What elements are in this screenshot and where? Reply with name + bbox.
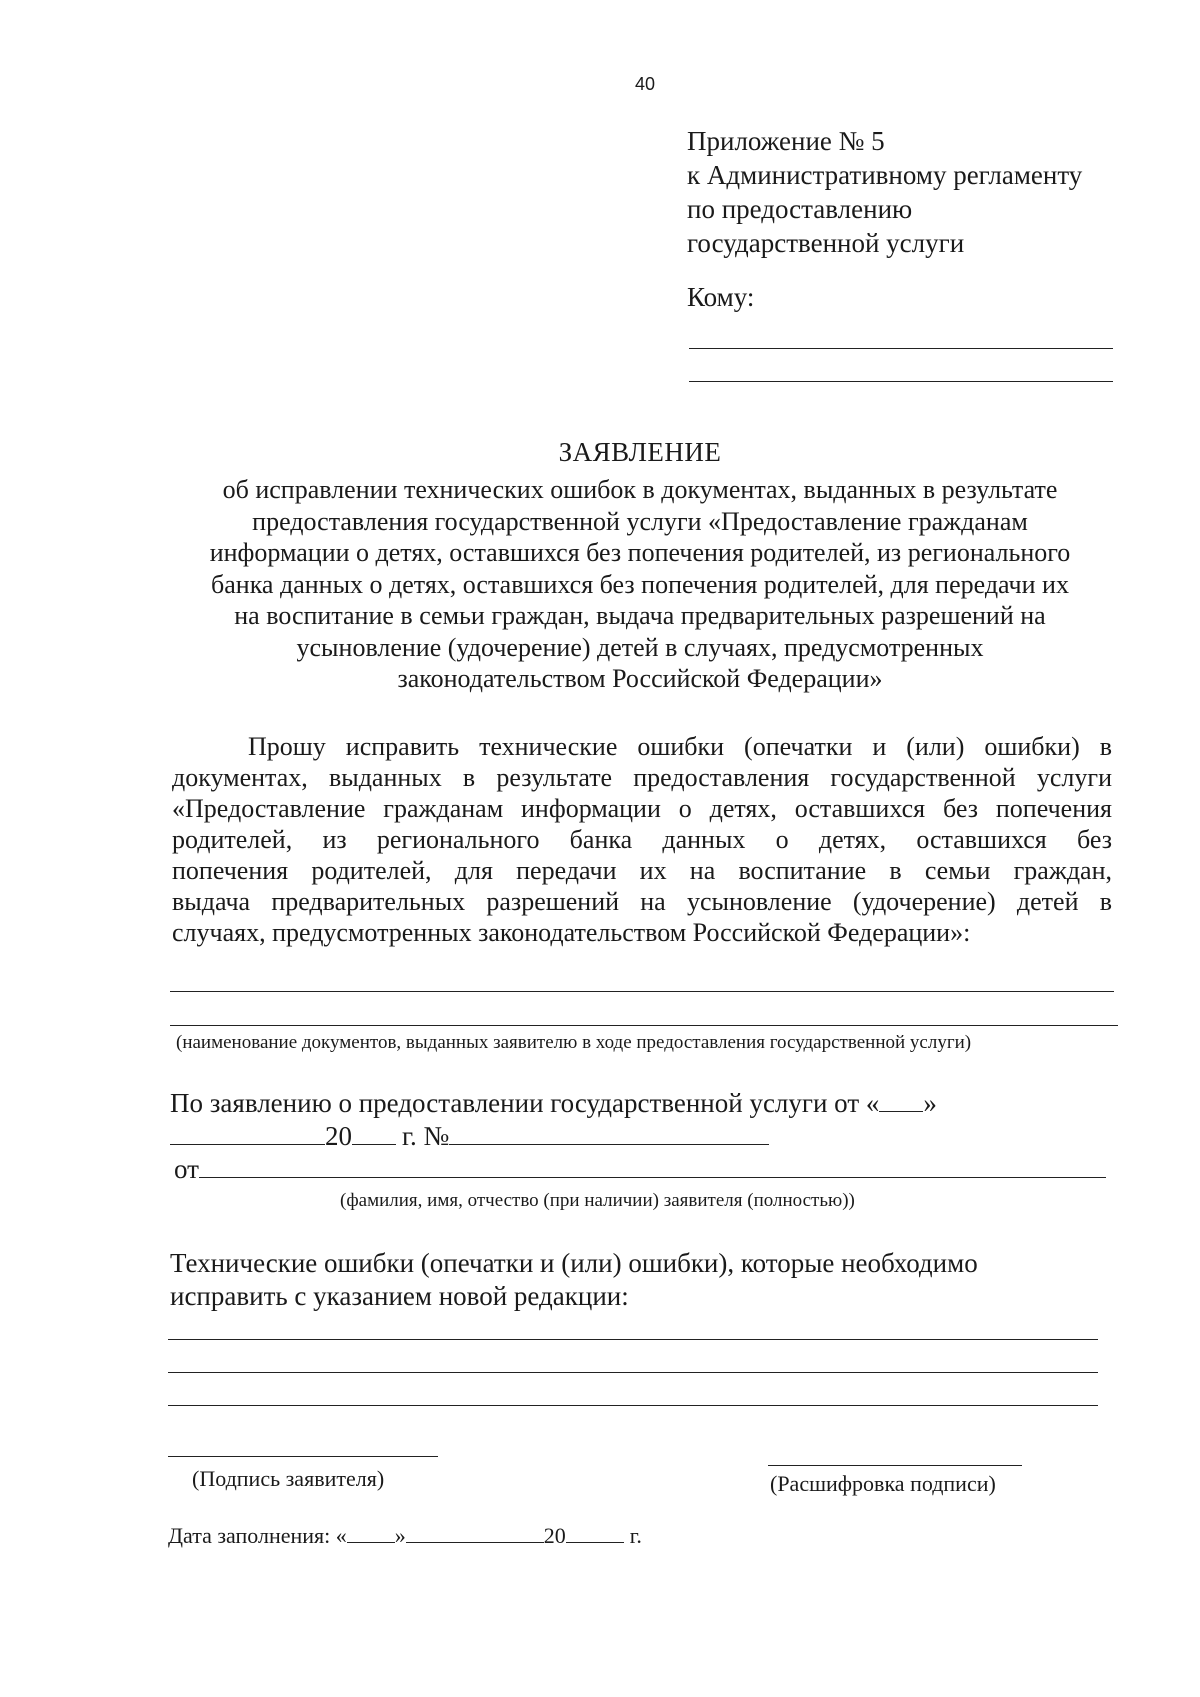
decoding-caption: (Расшифровка подписи) bbox=[770, 1471, 996, 1496]
subtitle-line: об исправлении технических ошибок в документах, выданных в результате bbox=[222, 475, 1058, 504]
application-year-blank bbox=[352, 1120, 396, 1145]
recipient-label: Кому: bbox=[687, 282, 755, 312]
applicant-name-blank bbox=[199, 1153, 1106, 1178]
appendix-line: к Административному регламенту bbox=[687, 160, 1083, 190]
application-ref-suffix: » bbox=[923, 1088, 937, 1118]
fill-date-year-suffix: г. bbox=[629, 1523, 642, 1548]
subtitle-line: информации о детях, оставшихся без попечения родителей, из регионального bbox=[209, 538, 1071, 567]
application-date-line bbox=[170, 1120, 769, 1152]
appendix-line: государственной услуги bbox=[687, 228, 965, 258]
body-line: попечения родителей, для передачи их на воспитание в семьи граждан, bbox=[172, 856, 1112, 885]
request-paragraph bbox=[172, 731, 1112, 948]
applicant-from-label: от bbox=[174, 1154, 199, 1184]
appendix-line: по предоставлению bbox=[687, 194, 913, 224]
application-ref-line bbox=[170, 1087, 937, 1119]
applicant-line bbox=[174, 1153, 1106, 1185]
fill-date-year-blank bbox=[566, 1524, 624, 1543]
subtitle-line: банка данных о детях, оставшихся без попечения родителей, для передачи их bbox=[211, 569, 1069, 599]
decoding-line bbox=[768, 1465, 1022, 1466]
application-day-blank bbox=[879, 1087, 923, 1112]
document-title: ЗАЯВЛЕНИЕ bbox=[558, 437, 722, 467]
recipient-line-1 bbox=[689, 348, 1113, 349]
errors-label-line-2: исправить с указанием новой редакции: bbox=[170, 1281, 629, 1311]
fill-date-close-quote: » bbox=[394, 1523, 406, 1548]
documents-line-1 bbox=[170, 991, 1114, 992]
application-ref-prefix: По заявлению о предоставлении государственной услуги от « bbox=[170, 1088, 880, 1118]
application-month-blank bbox=[170, 1120, 325, 1145]
recipient-line-2 bbox=[689, 381, 1113, 382]
errors-line-1 bbox=[168, 1339, 1098, 1340]
body-line: документах, выданных в результате предоставления государственной услуги bbox=[172, 763, 1112, 792]
signature-line bbox=[168, 1456, 438, 1457]
application-year-prefix: 20 bbox=[325, 1121, 352, 1151]
fill-date-line bbox=[168, 1523, 642, 1549]
errors-line-2 bbox=[168, 1372, 1098, 1373]
fill-date-month-blank bbox=[406, 1524, 544, 1543]
body-line: случаях, предусмотренных законодательством Российской Федерации»: bbox=[172, 918, 971, 947]
subtitle-line: предоставления государственной услуги «Предоставление гражданам bbox=[252, 506, 1028, 536]
appendix-header bbox=[687, 124, 1082, 260]
documents-line-2 bbox=[170, 1025, 1118, 1026]
subtitle-line: усыновление (удочерение) детей в случаях, предусмотренных bbox=[296, 632, 984, 662]
documents-caption: (наименование документов, выданных заявителю в ходе предоставления государственной услуги) bbox=[176, 1032, 972, 1053]
fill-date-label: Дата заполнения: « bbox=[168, 1523, 347, 1548]
application-number-blank bbox=[449, 1120, 769, 1145]
body-line: «Предоставление гражданам информации о детях, оставшихся без попечения bbox=[172, 794, 1112, 823]
errors-label-line-1: Технические ошибки (опечатки и (или) ошибки), которые необходимо bbox=[170, 1248, 978, 1278]
page-number: 40 bbox=[634, 74, 656, 94]
fill-date-day-blank bbox=[347, 1524, 395, 1543]
subtitle-line: законодательством Российской Федерации» bbox=[397, 664, 883, 693]
errors-line-3 bbox=[168, 1405, 1098, 1406]
subtitle-line: на воспитание в семьи граждан, выдача предварительных разрешений на bbox=[234, 601, 1046, 630]
appendix-line: Приложение № 5 bbox=[687, 126, 885, 156]
applicant-caption: (фамилия, имя, отчество (при наличии) заявителя (полностью)) bbox=[340, 1190, 855, 1211]
body-line: родителей, из регионального банка данных о детях, оставшихся без bbox=[172, 825, 1112, 854]
body-line: Прошу исправить технические ошибки (опечатки и (или) ошибки) в bbox=[248, 732, 1112, 761]
document-subtitle bbox=[150, 474, 1130, 695]
signature-caption: (Подпись заявителя) bbox=[192, 1466, 385, 1491]
fill-date-year-prefix: 20 bbox=[543, 1523, 566, 1548]
application-number-label: г. № bbox=[402, 1121, 450, 1151]
body-line: выдача предварительных разрешений на усыновление (удочерение) детей в bbox=[172, 887, 1112, 916]
